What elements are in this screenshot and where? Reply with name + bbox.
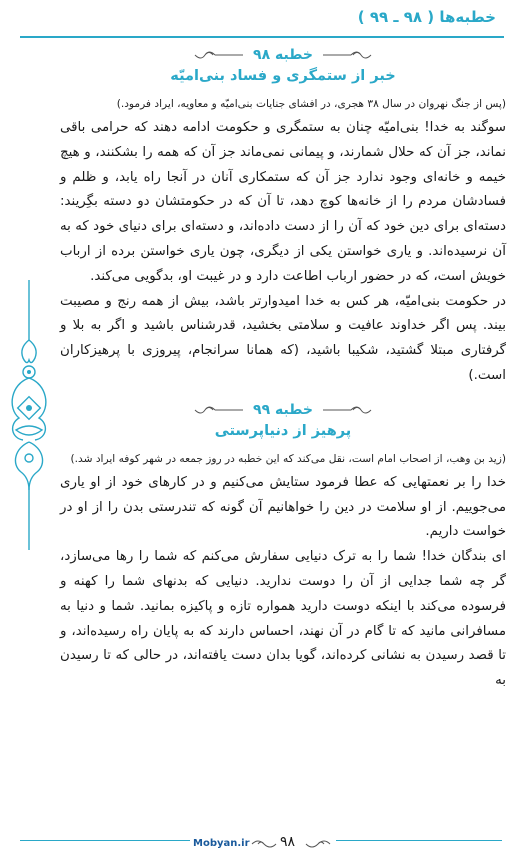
flourish-left-icon (193, 48, 245, 62)
page-header (0, 0, 520, 40)
sermon-98-title: خطبه ۹۸ (253, 47, 313, 63)
flourish-right-icon (321, 48, 373, 62)
section-spacer (60, 389, 506, 399)
sermon-99-subtitle: پرهیز از دنیاپرستی (214, 422, 352, 439)
sermon-99-title: خطبه ۹۹ (253, 401, 313, 418)
sermon-99-paragraph-1: خدا را بر نعمتهایی که عطا فرمود ستایش می‌کنیم و در کارهای خود از او یاری می‌جوییم. از او سلامت در دین را خواهانیم آن گونه که تندرستی بدن را از او در خواست داریم. (60, 474, 506, 540)
page-footer (0, 823, 520, 855)
footer-flourish-icon (302, 837, 332, 851)
page-number: ۹۸ (280, 834, 296, 850)
sermon-98-paragraph-1: سوگند به خدا! بنی‌امیّه چنان به ستمگری و حکومت ادامه دهند که حرامی باقی نماند، جز آن که حلال شمارند، و پیمانی نمی‌ماند جز آن که همه را بشکنند، و هیچ خیمه و خانه‌ای وجود ندارد جز آن که ستمکاری آنان در آنجا راه یابد، و ظلم و فسادشان مردم را از خانه‌ها کوچ دهد، تا آن که در حکومتشان دو دسته بگِریند: دسته‌ای برای دین خود که آن را از دست داده‌اند، و دسته‌ای برای دنیای خود که به آن نرسیده‌اند. و یاری خواستن یکی از دیگری، چون یاری خواستن برده از ارباب خویش است، که در حضور ارباب اطاعت دارد و در غیبت او، بدگویی می‌کند. (60, 120, 506, 284)
sermon-99-heading-row (60, 399, 506, 421)
sermon-99-intro: (زید بن وهب، از اصحاب امام است، نقل می‌کند که این خطبه در روز جمعه در شهر کوفه ایراد شد.) (70, 452, 506, 465)
footer-rule-right (336, 840, 502, 841)
sermon-98-heading-row (60, 44, 506, 66)
site-watermark: Mobyan.ir (193, 838, 250, 849)
footer-rule-left (20, 840, 190, 841)
flourish-left-icon (193, 403, 245, 417)
flourish-right-icon (321, 403, 373, 417)
sermon-98-intro: (پس از جنگ نهروان در سال ۳۸ هجری، در افشای جنایات بنی‌امیّه و معاویه، ایراد فرمود.) (116, 98, 506, 110)
running-title: خطبه‌ها ( ۹۸ ـ ۹۹ ) (357, 8, 496, 26)
footer-flourish-icon (250, 837, 280, 851)
sermon-98-subtitle: خبر از ستمگری و فساد بنی‌امیّه (170, 68, 396, 84)
header-rule (20, 36, 504, 38)
sermon-99-paragraph-2: ای بندگان خدا! شما را به ترک دنیایی سفارش می‌کنم که شما را رها می‌سازد، گر چه شما جدایی از آن را دوست ندارید. دنیایی که بدنهای شما را کهنه و فرسوده می‌کند با اینکه دوست دارید همواره تازه و پاکیزه بمانید. شما و دنیا به مسافرانی مانید که تا گام در آن نهند، احساس دارند که به پایان راه رسیده‌اند، و تا قصد رسیدن به نشانی کرده‌اند، گویا بدان دست یافته‌اند، در حالی که تا رسیدن به (60, 549, 506, 689)
sermon-98-paragraph-2: در حکومت بنی‌امیّه، هر کس به خدا امیدوارتر باشد، بیش از همه رنج و مصیبت بیند. پس اگر خداوند عافیت و سلامتی بخشید، قدرشناس باشید و اگر به بلا و گرفتاری مبتلا گشتید، شکیبا باشید، (که همانا سرانجام، پیروزی با پرهیزکاران است.) (60, 293, 506, 383)
page-content (60, 44, 506, 694)
margin-ornament-icon (6, 280, 52, 550)
